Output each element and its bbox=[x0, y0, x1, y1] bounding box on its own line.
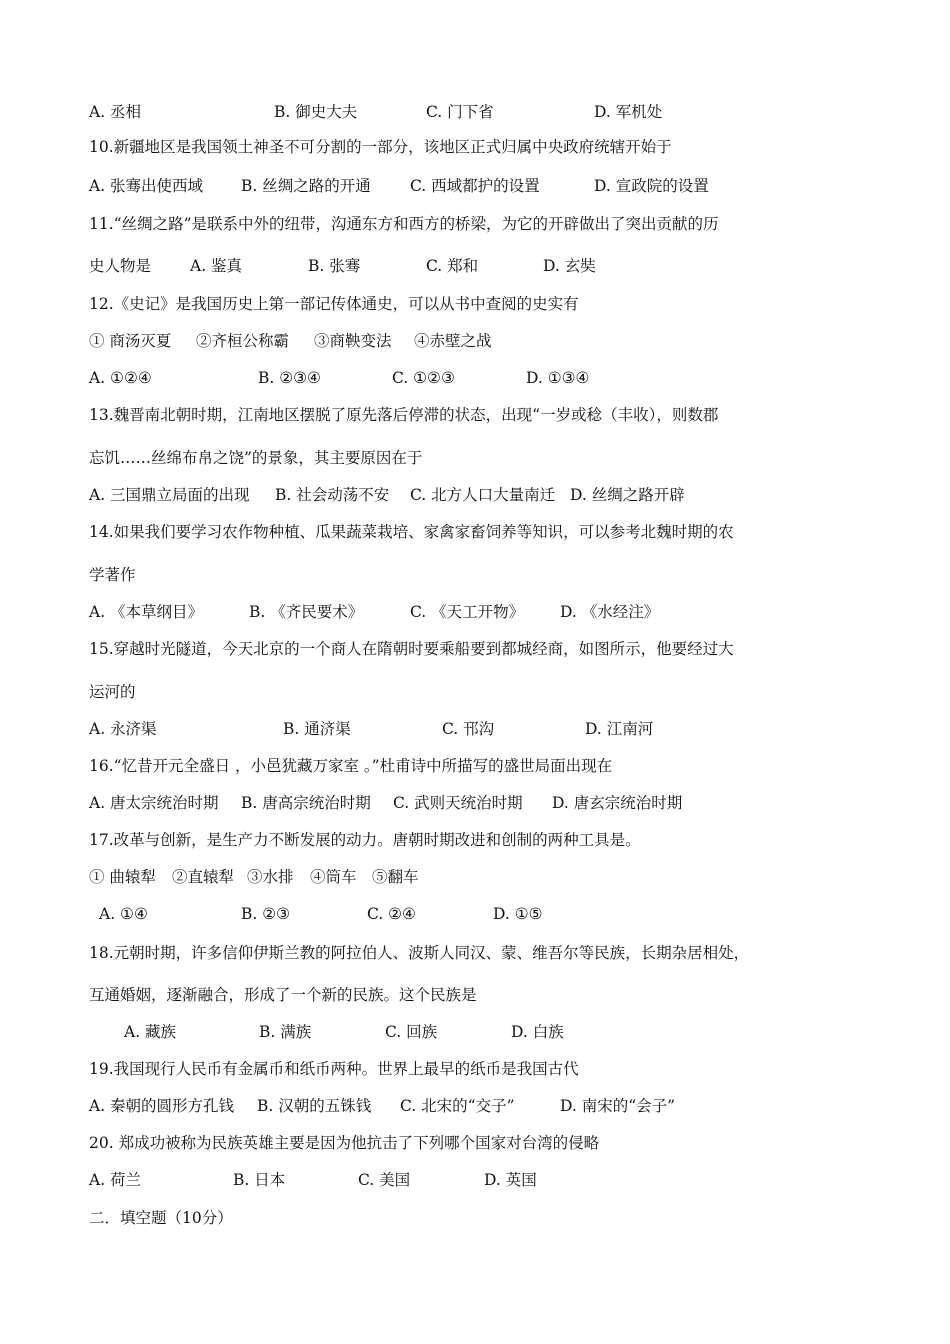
q13-option-b: B. 社会动荡不安 bbox=[275, 486, 390, 504]
q17-item-3: ③水排 bbox=[247, 868, 294, 886]
q19-option-d: D. 南宋的“会子” bbox=[560, 1097, 676, 1115]
q18-option-d: D. 白族 bbox=[511, 1023, 564, 1041]
q13-option-c: C. 北方人口大量南迁 bbox=[410, 486, 556, 504]
q16-option-a: A. 唐太宗统治时期 bbox=[89, 794, 219, 812]
q14-option-a: A. 《本草纲目》 bbox=[89, 603, 204, 621]
q9-option-c: C. 门下省 bbox=[426, 103, 494, 121]
q20-option-b: B. 日本 bbox=[233, 1171, 286, 1189]
q15-option-a: A. 永济渠 bbox=[89, 720, 157, 738]
q12-item-2: ②齐桓公称霸 bbox=[196, 332, 290, 350]
q17-item-1: ① 曲辕犁 bbox=[89, 868, 156, 886]
q9-option-a: A. 丞相 bbox=[89, 103, 142, 121]
q11-option-b: B. 张骞 bbox=[308, 257, 361, 275]
q14-option-c: C. 《天工开物》 bbox=[410, 603, 525, 621]
q11-option-a: A. 鉴真 bbox=[190, 257, 243, 275]
q20-option-a: A. 荷兰 bbox=[89, 1171, 142, 1189]
q17-option-a: A. ①④ bbox=[99, 905, 148, 923]
q13-option-a: A. 三国鼎立局面的出现 bbox=[89, 486, 250, 504]
q17-item-4: ④筒车 bbox=[310, 868, 357, 886]
q10-option-a: A. 张骞出使西域 bbox=[89, 177, 204, 195]
q19-option-b: B. 汉朝的五铢钱 bbox=[257, 1097, 372, 1115]
q17-item-2: ②直辕犁 bbox=[172, 868, 235, 886]
q12-option-c: C. ①②③ bbox=[392, 369, 455, 387]
q18-option-a: A. 藏族 bbox=[124, 1023, 177, 1041]
q20-option-c: C. 美国 bbox=[358, 1171, 411, 1189]
q15-option-d: D. 江南河 bbox=[585, 720, 654, 738]
q10-option-c: C. 西域都护的设置 bbox=[410, 177, 540, 195]
q13-option-d: D. 丝绸之路开辟 bbox=[570, 486, 685, 504]
q19-option-c: C. 北宋的“交子” bbox=[400, 1097, 515, 1115]
q11-stem-line2: 史人物是 bbox=[89, 257, 152, 275]
q17-option-b: B. ②③ bbox=[241, 905, 291, 923]
q19-option-a: A. 秦朝的圆形方孔钱 bbox=[89, 1097, 235, 1115]
q17-option-d: D. ①⑤ bbox=[493, 905, 543, 923]
q17-item-5: ⑤翻车 bbox=[372, 868, 419, 886]
q12-item-4: ④赤壁之战 bbox=[414, 332, 492, 350]
exam-page: A. 丞相 B. 御史大夫 C. 门下省 D. 军机处 10.新疆地区是我国领土神圣不可分割的一部分，该地区正式归属中央政府统辖开始于 A. 张骞出使西域 B. 丝绸之路的开通 C. 西域都护的设置 D. 宣政院的设置 11.“丝绸之路”是联系中外的纽带，沟通东方和西方的桥梁，为它的开辟做出了突出贡献的历 史人物是 A. 鉴真 B. 张骞 C. 郑和 D. 玄奘 12.《史记》是我国历史上第一部记传体通史，可以从书中查阅的史实有 ① 商汤灭夏 ②齐桓公称霸 ③商鞅变法 ④赤壁之战 A. ①②④ B. ②③④ C. ①②③ D. ①③④ 13.魏晋南北朝时期，江南地区摆脱了原先落后停滞的状态，出现“一岁或稔（丰收），则数郡 忘饥……丝绵布帛之饶”的景象，其主要原因在于 A. 三国鼎立局面的出现 B. 社会动荡不安 C. 北方人口大量南迁 D. 丝绸之路开辟 14.如果我们要学习农作物种植、瓜果蔬菜栽培、家禽家畜饲养等知识，可以参考北魏时期的农 学著作 A. 《本草纲目》 B. 《齐民要术》 C. 《天工开物》 D. 《水经注》 15.穿越时光隧道，今天北京的一个商人在隋朝时要乘船要到都城经商，如图所示，他要经过大 运河的 A. 永济渠 B. 通济渠 C. 邗沟 D. 江南河 16.“忆昔开元全盛日 ，小邑犹藏万家室 。”杜甫诗中所描写的盛世局面出现在 A. 唐太宗统治时期 B. 唐高宗统治时期 C. 武则天统治时期 D. 唐玄宗统治时期 17.改革与创新，是生产力不断发展的动力。唐朝时期改进和创制的两种工具是。 ① 曲辕犁 ②直辕犁 ③水排 ④筒车 ⑤翻车 A. ①④ B. ②③ C. ②④ D. ①⑤ 18.元朝时期，许多信仰伊斯兰教的阿拉伯人、波斯人同汉、蒙、维吾尔等民族，长期杂居相处， 互通婚姻，逐渐融合，形成了一个新的民族。这个民族是 A. 藏族 B. 满族 C. 回族 D. 白族 19.我国现行人民币有金属币和纸币两种。世界上最早的纸币是我国古代 A. 秦朝的圆形方孔钱 B. 汉朝的五铢钱 C. 北宋的“交子” D. 南宋的“会子” 20. 郑成功被称为民族英雄主要是因为他抗击了下列哪个国家对台湾的侵略 A. 荷兰 B. 日本 C. 美国 D. 英国 二．填空题（10分） bbox=[0, 0, 950, 1344]
q14-option-d: D. 《水经注》 bbox=[560, 603, 660, 621]
q12-item-3: ③商鞅变法 bbox=[314, 332, 392, 350]
q10-option-b: B. 丝绸之路的开通 bbox=[241, 177, 371, 195]
q16-option-c: C. 武则天统治时期 bbox=[393, 794, 523, 812]
q12-item-1: ① 商汤灭夏 bbox=[89, 332, 172, 350]
q18-option-b: B. 满族 bbox=[259, 1023, 312, 1041]
q9-option-b: B. 御史大夫 bbox=[274, 103, 358, 121]
q12-option-a: A. ①②④ bbox=[89, 369, 152, 387]
q11-option-d: D. 玄奘 bbox=[543, 257, 596, 275]
q18-option-c: C. 回族 bbox=[385, 1023, 438, 1041]
q15-option-c: C. 邗沟 bbox=[442, 720, 495, 738]
q16-option-d: D. 唐玄宗统治时期 bbox=[552, 794, 683, 812]
q10-option-d: D. 宣政院的设置 bbox=[594, 177, 709, 195]
q14-option-b: B. 《齐民要术》 bbox=[249, 603, 364, 621]
q15-option-b: B. 通济渠 bbox=[283, 720, 351, 738]
q11-option-c: C. 郑和 bbox=[426, 257, 479, 275]
q16-option-b: B. 唐高宗统治时期 bbox=[241, 794, 371, 812]
q12-option-b: B. ②③④ bbox=[258, 369, 321, 387]
q12-option-d: D. ①③④ bbox=[526, 369, 590, 387]
q9-option-d: D. 军机处 bbox=[594, 103, 663, 121]
q20-option-d: D. 英国 bbox=[484, 1171, 537, 1189]
q17-option-c: C. ②④ bbox=[367, 905, 416, 923]
